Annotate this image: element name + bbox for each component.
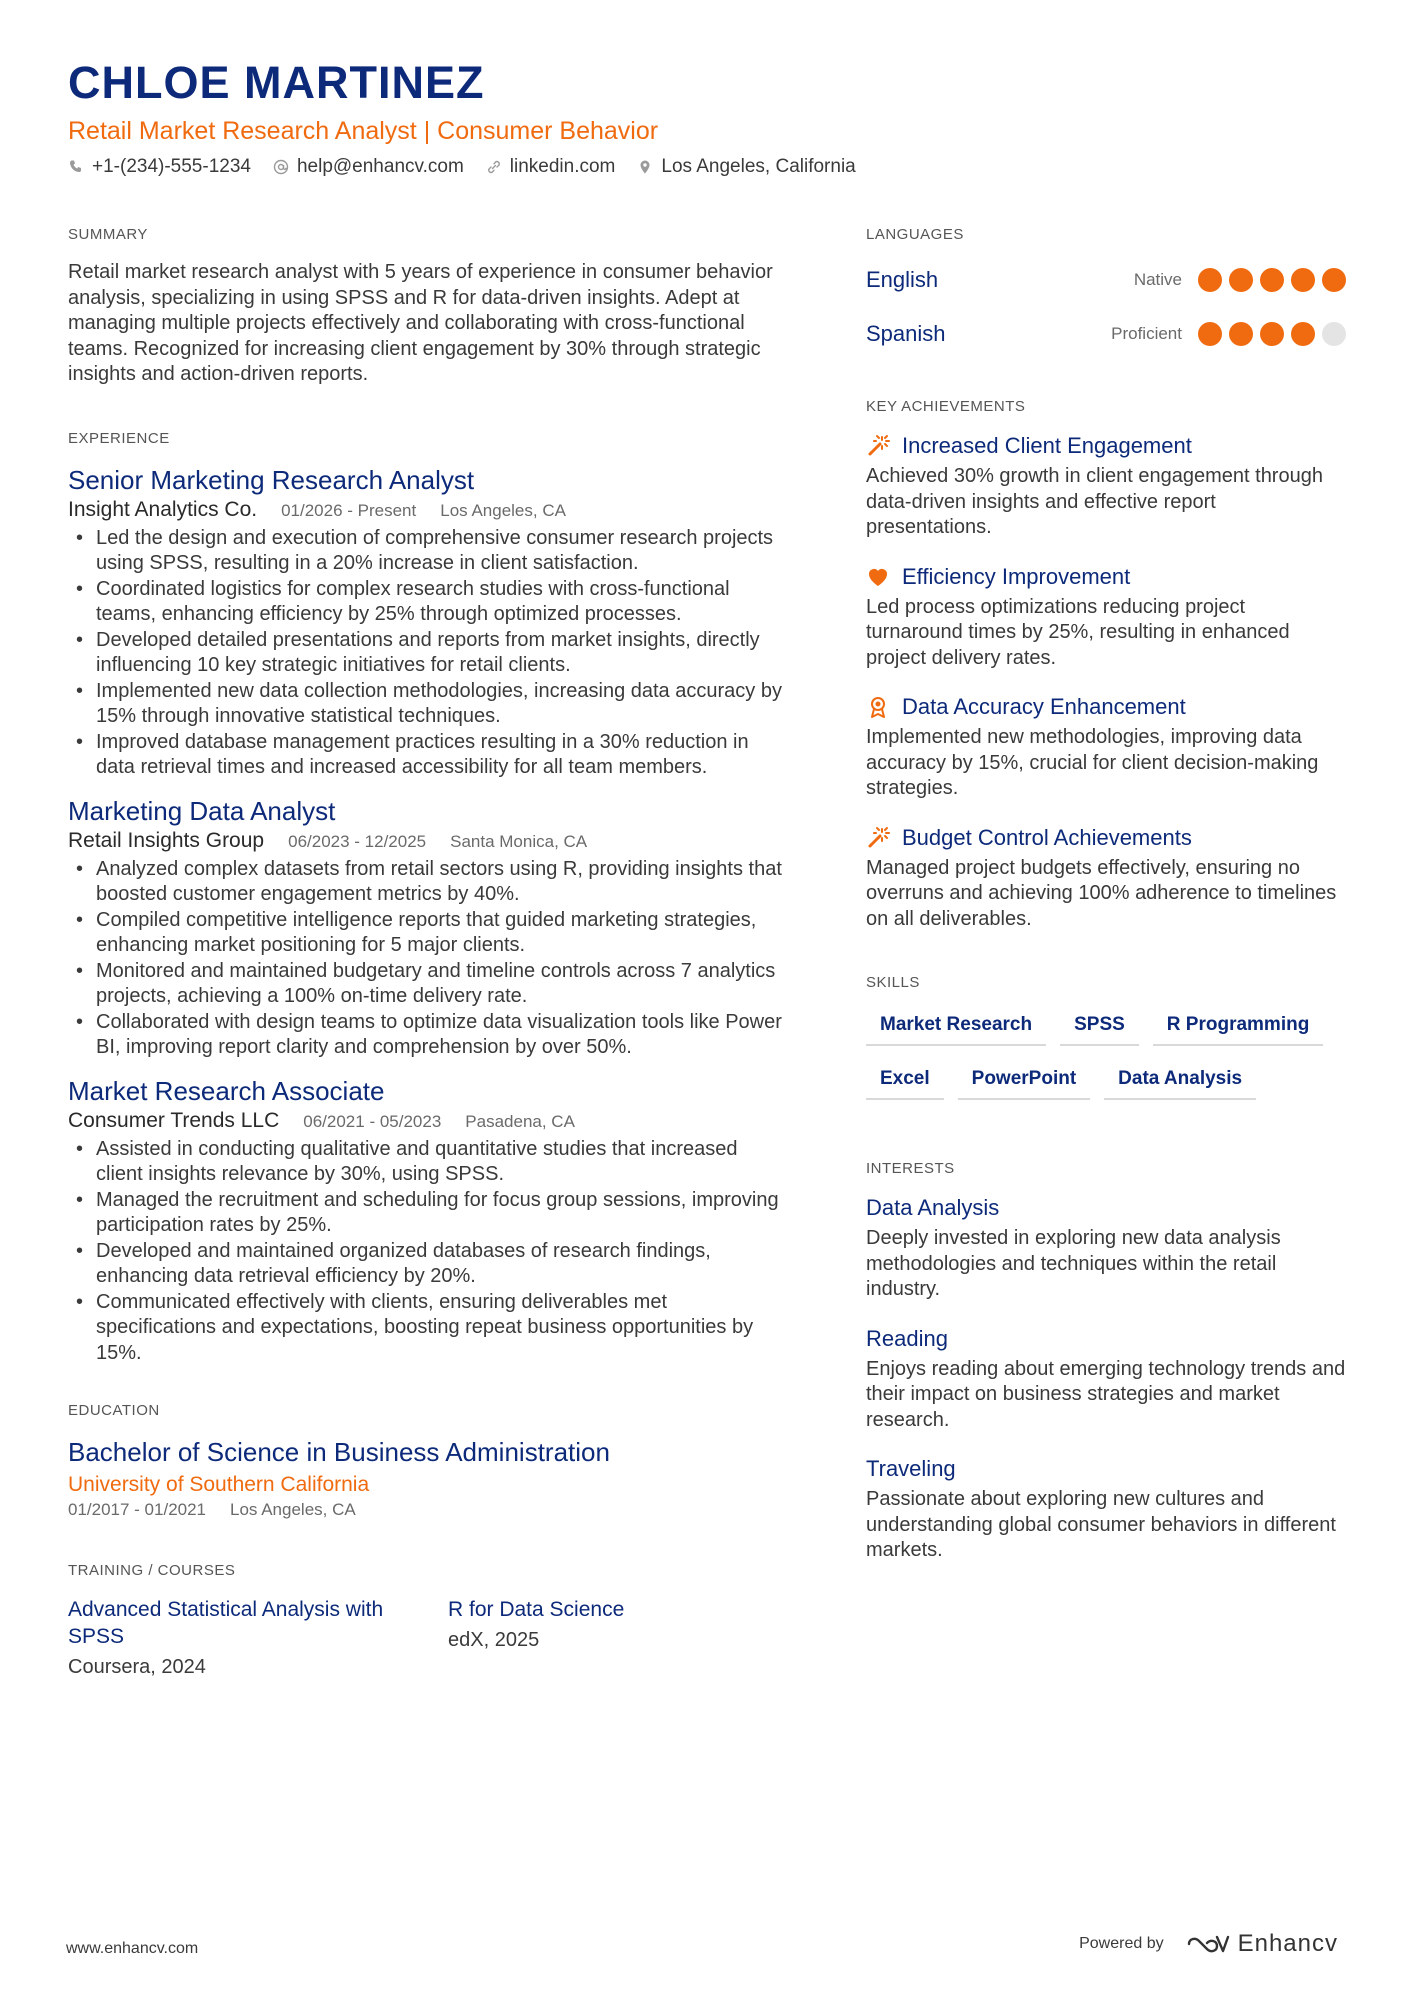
course-item	[448, 1596, 788, 1679]
course-title: R for Data Science	[448, 1598, 625, 1621]
summary-text: Retail market research analyst with 5 years of experience in consumer behavior analysis, specializing in using SPSS and R for data-driven insights. Adept at managing multiple projects effectively and collaborating with cross-functional teams. Recognized for increasing client engagement by 30% through strategic insights and action-driven reports.	[68, 261, 773, 385]
rating-dot	[1322, 322, 1346, 346]
interest-description: Deeply invested in exploring new data analysis methodologies and techniques within the retail industry.	[866, 1227, 1281, 1300]
experience-heading: EXPERIENCE	[68, 429, 170, 447]
phone-icon	[68, 159, 84, 175]
job-bullet: • Implemented new data collection methodologies, increasing data accuracy by 15% through innovative statistical techniques.	[68, 679, 788, 730]
interest-description: Enjoys reading about emerging technology trends and their impact on business strategies and market research.	[866, 1357, 1346, 1431]
achievement-description: Implemented new methodologies, improving data accuracy by 15%, crucial for client decision-making strategies.	[866, 726, 1319, 799]
interest-item	[866, 1455, 1346, 1564]
achievement-item	[866, 563, 1346, 672]
language-rating	[1198, 322, 1346, 346]
job-bullet: • Compiled competitive intelligence reports that guided marketing strategies, enhancing market positioning for 5 major clients.	[68, 908, 788, 959]
interest-title: Traveling	[866, 1456, 956, 1481]
achievement-description: Managed project budgets effectively, ensuring no overruns and achieving 100% adherence to timelines on all deliverables.	[866, 856, 1337, 930]
job-bullet: • Communicated effectively with clients, ensuring deliverables met specifications and expectations, boosting repeat business opportunities by 15%.	[68, 1290, 788, 1367]
languages-heading: LANGUAGES	[866, 226, 964, 243]
education-heading: EDUCATION	[68, 1402, 160, 1419]
wand-icon	[866, 826, 890, 850]
summary-section	[68, 226, 788, 388]
interests-heading: INTERESTS	[866, 1160, 955, 1177]
right-column	[866, 226, 1346, 1606]
job-bullet: • Assisted in conducting qualitative and quantitative studies that increased client insights relevance by 30%, using SPSS.	[68, 1137, 788, 1188]
skill-tag: SPSS	[1060, 1008, 1139, 1046]
skill-tag: Data Analysis	[1104, 1062, 1256, 1100]
rating-dot	[1229, 268, 1253, 292]
job-meta	[68, 829, 788, 853]
heart-icon	[866, 565, 890, 589]
language-level: Native	[1133, 270, 1182, 289]
achievement-title: Data Accuracy Enhancement	[902, 694, 1186, 719]
skill-tag: Market Research	[866, 1008, 1046, 1046]
achievement-title: Efficiency Improvement	[902, 563, 1131, 589]
rating-dot	[1260, 322, 1284, 346]
language-name: Spanish	[866, 321, 946, 346]
interests-section	[866, 1160, 1346, 1564]
contact-linkedin-text: linkedin.com	[509, 156, 616, 177]
rating-dot	[1291, 322, 1315, 346]
degree-title: Bachelor of Science in Business Administration	[68, 1437, 610, 1467]
brand-name: Enhancv	[1237, 1930, 1338, 1957]
interest-item	[866, 1325, 1346, 1434]
job-dates: 01/2026 - Present	[281, 500, 417, 520]
contact-list	[68, 156, 1348, 178]
contact-location-text: Los Angeles, California	[661, 156, 856, 177]
rating-dot	[1291, 268, 1315, 292]
rating-dot	[1198, 322, 1222, 346]
job-location: Pasadena, CA	[465, 1111, 575, 1131]
course-title: Advanced Statistical Analysis with SPSS	[68, 1598, 384, 1648]
achievement-description: Achieved 30% growth in client engagement through data-driven insights and effective report presentations.	[866, 465, 1323, 538]
skills-heading: SKILLS	[866, 974, 920, 991]
job-dates: 06/2021 - 05/2023	[303, 1111, 442, 1131]
language-row	[866, 260, 1346, 300]
job-location: Los Angeles, CA	[440, 500, 566, 520]
course-meta: edX, 2025	[448, 1629, 540, 1651]
language-row	[866, 314, 1346, 354]
job-bullet: • Developed and maintained organized databases of research findings, enhancing data retrieval efficiency by 20%.	[68, 1239, 788, 1290]
rating-dot	[1229, 322, 1253, 346]
wand-icon	[866, 434, 890, 458]
interest-title: Data Analysis	[866, 1195, 1000, 1220]
brand-logo[interactable]	[1186, 1930, 1338, 1958]
contact-email-text: help@enhancv.com	[296, 156, 464, 177]
job-bullets	[68, 857, 788, 1061]
job-dates: 06/2023 - 12/2025	[288, 831, 427, 851]
job-title: Senior Marketing Research Analyst	[68, 464, 475, 495]
link-icon	[486, 159, 502, 175]
experience-entry	[68, 1075, 788, 1367]
company-name: Retail Insights Group	[68, 828, 265, 852]
job-bullet: • Managed the recruitment and scheduling for focus group sessions, improving participation rates by 25%.	[68, 1188, 788, 1239]
skill-tag: PowerPoint	[958, 1062, 1091, 1100]
course-list	[68, 1596, 788, 1679]
job-title: Market Research Associate	[68, 1075, 385, 1106]
language-name: English	[866, 267, 939, 292]
school-name: University of Southern California	[68, 1473, 370, 1496]
skill-tag: Excel	[866, 1062, 944, 1100]
skill-list	[866, 1008, 1346, 1100]
training-heading: TRAINING / COURSES	[68, 1562, 236, 1579]
languages-section	[866, 226, 1346, 354]
rating-dot	[1260, 268, 1284, 292]
experience-section	[68, 430, 788, 1367]
contact-location	[637, 156, 855, 178]
training-section	[68, 1562, 788, 1679]
left-column	[68, 226, 788, 1721]
achievement-item	[866, 432, 1346, 541]
contact-linkedin[interactable]	[486, 156, 616, 178]
job-bullet: • Collaborated with design teams to optimize data visualization tools like Power BI, improving report clarity and comprehension by over 50%.	[68, 1010, 788, 1061]
company-name: Insight Analytics Co.	[68, 497, 258, 521]
contact-email[interactable]	[273, 156, 464, 178]
job-title: Marketing Data Analyst	[68, 795, 336, 826]
language-level: Proficient	[1111, 324, 1182, 343]
achievement-title: Budget Control Achievements	[902, 824, 1192, 850]
job-meta	[68, 1109, 788, 1133]
powered-by-label: Powered by	[1079, 1935, 1164, 1952]
job-bullets	[68, 1137, 788, 1367]
candidate-name: CHLOE MARTINEZ	[68, 57, 485, 108]
job-bullets	[68, 526, 788, 781]
candidate-headline: Retail Market Research Analyst | Consumer Behavior	[68, 117, 659, 145]
achievement-item	[866, 693, 1346, 802]
footer-website[interactable]: www.enhancv.com	[66, 1940, 199, 1957]
achievement-title: Increased Client Engagement	[902, 433, 1192, 458]
experience-entry	[68, 795, 788, 1061]
education-meta	[68, 1500, 788, 1520]
course-item	[68, 1596, 408, 1679]
skill-tag: R Programming	[1153, 1008, 1324, 1046]
job-bullet: • Analyzed complex datasets from retail sectors using R, providing insights that boosted customer engagement metrics by 40%.	[68, 857, 788, 908]
location-pin-icon	[637, 159, 653, 175]
achievements-heading: KEY ACHIEVEMENTS	[866, 398, 1026, 415]
interest-title: Reading	[866, 1325, 948, 1351]
achievement-description: Led process optimizations reducing project turnaround times by 25%, resulting in enhanced project delivery rates.	[866, 595, 1290, 669]
interest-description: Passionate about exploring new cultures and understanding global consumer behaviors in different markets.	[866, 1488, 1336, 1561]
education-location: Los Angeles, CA	[230, 1500, 356, 1519]
skills-section	[866, 974, 1346, 1100]
job-bullet: • Led the design and execution of comprehensive consumer research projects using SPSS, resulting in a 20% increase in client satisfaction.	[68, 526, 788, 577]
job-bullet: • Developed detailed presentations and reports from market insights, directly influencing 10 key strategic initiatives for retail clients.	[68, 628, 788, 679]
resume-header	[68, 56, 1348, 178]
education-dates: 01/2017 - 01/2021	[68, 1500, 207, 1519]
job-bullet: • Coordinated logistics for complex research studies with cross-functional teams, enhancing efficiency by 25% through optimized processes.	[68, 577, 788, 628]
course-meta: Coursera, 2024	[68, 1656, 206, 1678]
job-bullet: • Monitored and maintained budgetary and timeline controls across 7 analytics projects, achieving a 100% on-time delivery rate.	[68, 959, 788, 1010]
job-location: Santa Monica, CA	[450, 831, 588, 851]
interest-item	[866, 1194, 1346, 1303]
language-rating	[1198, 268, 1346, 292]
job-bullet: • Improved database management practices resulting in a 30% reduction in data retrieval times and increased accessibility for all team members.	[68, 730, 788, 781]
contact-phone-text: +1-(234)-555-1234	[92, 156, 251, 177]
summary-heading: SUMMARY	[68, 226, 148, 243]
rating-dot	[1322, 268, 1346, 292]
achievements-section	[866, 398, 1346, 932]
contact-phone[interactable]	[68, 156, 251, 178]
job-meta	[68, 498, 788, 522]
rating-dot	[1198, 268, 1222, 292]
experience-entry	[68, 464, 788, 781]
footer-branding	[1079, 1930, 1338, 1958]
at-icon	[273, 159, 289, 175]
education-section	[68, 1402, 788, 1520]
company-name: Consumer Trends LLC	[68, 1108, 280, 1132]
enhancv-logo-icon	[1186, 1933, 1230, 1955]
medal-icon	[866, 695, 890, 719]
achievement-item	[866, 824, 1346, 933]
